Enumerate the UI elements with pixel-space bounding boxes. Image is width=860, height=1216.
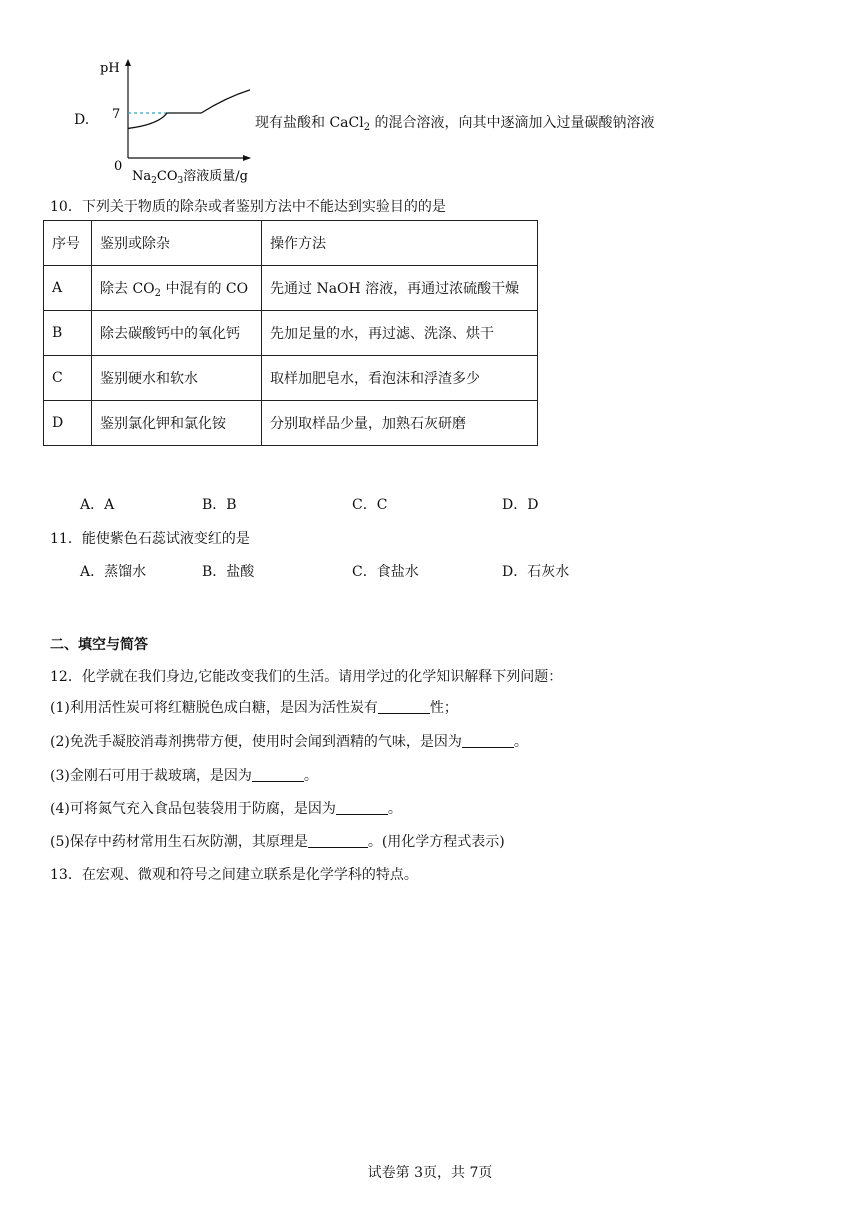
q9-option-d-letter: D. bbox=[74, 112, 90, 128]
row-method: 取样加肥皂水，看泡沫和浮渣多少 bbox=[262, 356, 538, 401]
ph-curve bbox=[128, 90, 250, 129]
y-axis-arrow-icon bbox=[125, 59, 131, 66]
q10-table bbox=[43, 220, 538, 446]
answer-blank[interactable] bbox=[462, 733, 514, 748]
q10-option-a[interactable]: A．A bbox=[80, 497, 115, 513]
row-task: 鉴别氯化钾和氯化铵 bbox=[92, 401, 262, 446]
answer-blank[interactable] bbox=[308, 833, 368, 848]
row-id: D bbox=[44, 401, 92, 446]
table-row bbox=[44, 401, 538, 446]
header-task: 鉴别或除杂 bbox=[92, 221, 262, 266]
x-axis-label-part: 3 bbox=[177, 176, 184, 186]
row-id: C bbox=[44, 356, 92, 401]
q11-option-c[interactable]: C．食盐水 bbox=[352, 564, 419, 580]
q12-item-2: (2)免洗手凝胶消毒剂携带方便，使用时会闻到酒精的气味，是因为 。 bbox=[50, 734, 528, 750]
row-method: 先加足量的水，再过滤、洗涤、烘干 bbox=[262, 311, 538, 356]
y-tick-label: 7 bbox=[112, 107, 121, 122]
answer-blank[interactable] bbox=[378, 699, 430, 714]
header-id: 序号 bbox=[44, 221, 92, 266]
q10-stem: 10．下列关于物质的除杂或者鉴别方法中不能达到实验目的的是 bbox=[50, 199, 446, 215]
x-axis-label bbox=[132, 168, 248, 186]
table-row bbox=[44, 311, 538, 356]
q11-stem: 11．能使紫色石蕊试液变红的是 bbox=[50, 531, 250, 547]
row-task: 除去 $CO_2$ 中混有的 CO bbox=[92, 266, 262, 311]
x-axis-label-part: 溶液质量/g bbox=[183, 169, 248, 184]
table-row bbox=[44, 356, 538, 401]
q11-option-d[interactable]: D．石灰水 bbox=[502, 564, 570, 580]
row-id: A bbox=[44, 266, 92, 311]
row-task: 鉴别硬水和软水 bbox=[92, 356, 262, 401]
x-axis-label-part: Na bbox=[132, 169, 152, 184]
q12-stem: 12．化学就在我们身边,它能改变我们的生活。请用学过的化学知识解释下列问题： bbox=[50, 669, 563, 685]
q12-item-1: (1)利用活性炭可将红糖脱色成白糖，是因为活性炭有 性； bbox=[50, 700, 458, 716]
origin-label: 0 bbox=[114, 159, 123, 174]
q10-option-b[interactable]: B．B bbox=[202, 497, 237, 513]
row-task: 除去碳酸钙中的氧化钙 bbox=[92, 311, 262, 356]
row-method: 先通过 NaOH 溶液，再通过浓硫酸干燥 bbox=[262, 266, 538, 311]
q12-item-3: (3)金刚石可用于裁玻璃，是因为 。 bbox=[50, 768, 318, 784]
page-footer: 试卷第 3页，共 7页 bbox=[367, 1165, 493, 1181]
q9-option-d-text: 现有盐酸和 CaCl$_2$ 的混合溶液，向其中逐滴加入过量碳酸钠溶液 bbox=[255, 115, 655, 133]
q13-stem: 13．在宏观、微观和符号之间建立联系是化学学科的特点。 bbox=[50, 867, 418, 883]
header-method: 操作方法 bbox=[262, 221, 538, 266]
row-id: B bbox=[44, 311, 92, 356]
q12-item-4: (4)可将氮气充入食品包装袋用于防腐，是因为 。 bbox=[50, 801, 402, 817]
answer-blank[interactable] bbox=[252, 767, 304, 782]
q11-option-b[interactable]: B．盐酸 bbox=[202, 564, 255, 580]
q10-option-d[interactable]: D．D bbox=[502, 497, 539, 513]
table-header-row bbox=[44, 221, 538, 266]
x-axis-label-part: 2 bbox=[151, 176, 157, 186]
row-method: 分别取样品少量，加熟石灰研磨 bbox=[262, 401, 538, 446]
x-axis-arrow-icon bbox=[243, 155, 251, 161]
ph-chart bbox=[90, 52, 260, 190]
answer-blank[interactable] bbox=[336, 800, 388, 815]
y-axis-label: pH bbox=[100, 61, 120, 76]
table-row bbox=[44, 266, 538, 311]
x-axis-label-part: CO bbox=[156, 169, 178, 184]
q10-option-c[interactable]: C．C bbox=[352, 497, 388, 513]
q12-item-5: (5)保存中药材常用生石灰防潮，其原理是 。(用化学方程式表示) bbox=[50, 834, 505, 850]
section-heading: 二、填空与简答 bbox=[50, 637, 148, 653]
q11-option-a[interactable]: A．蒸馏水 bbox=[80, 564, 147, 580]
